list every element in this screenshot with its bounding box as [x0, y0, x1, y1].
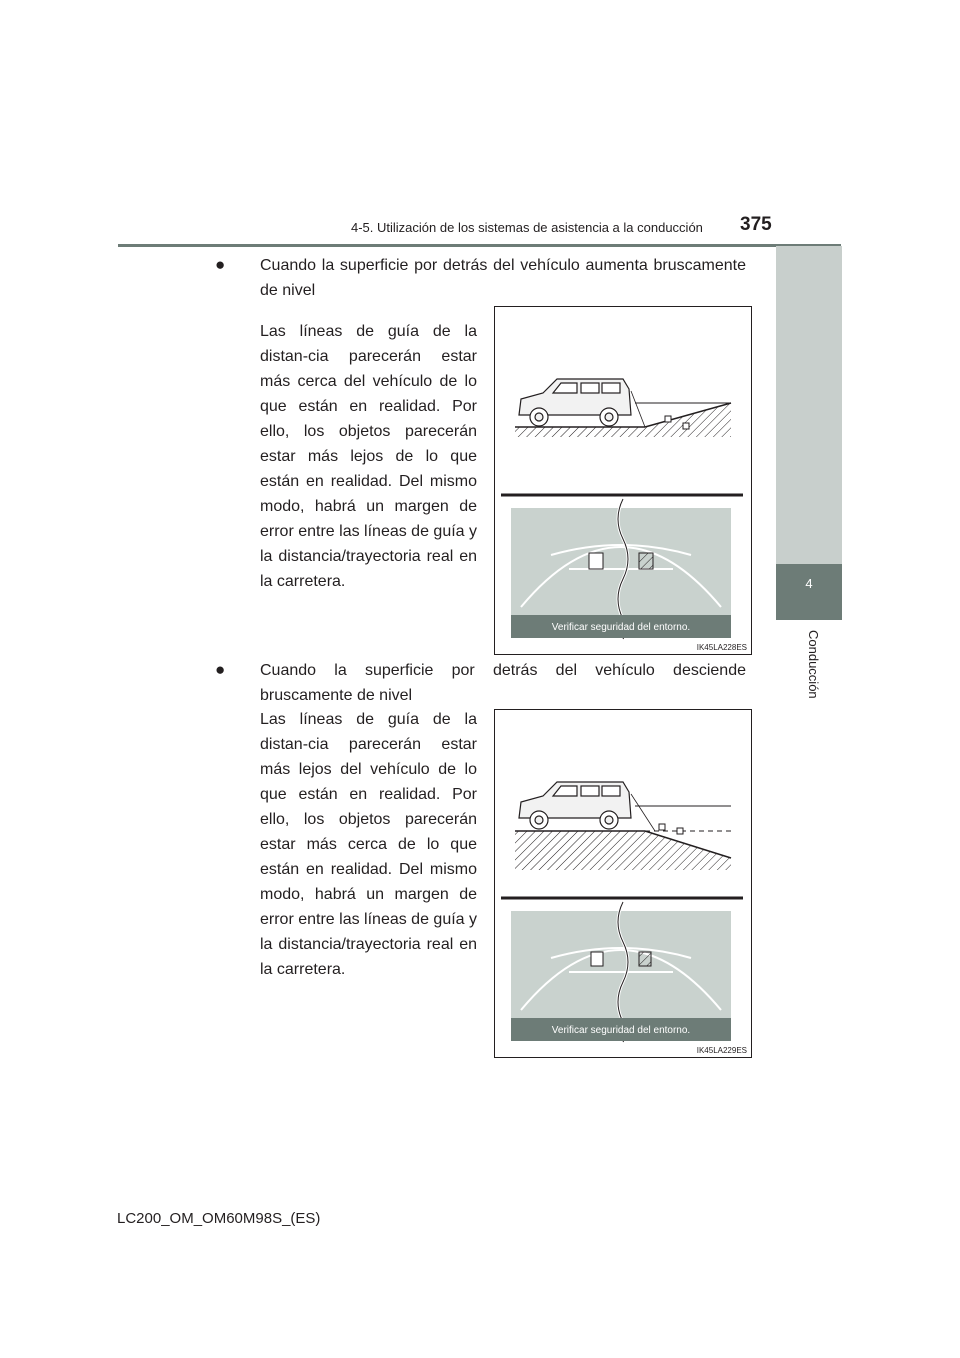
object-marker	[659, 824, 665, 830]
header-divider	[118, 244, 841, 247]
screen-message: Verificar seguridad del entorno.	[551, 622, 691, 633]
slope-hatch	[645, 403, 731, 437]
object-marker	[677, 828, 683, 834]
bullet-icon: ●	[215, 660, 226, 679]
slope-hatch	[515, 831, 731, 870]
document-code: LC200_OM_OM60M98S_(ES)	[117, 1210, 321, 1227]
figure-code: IK45LA228ES	[696, 643, 747, 652]
item-heading: Cuando la superficie por detrás del vehículo desciende bruscamente de nivel	[260, 662, 746, 704]
object-marker	[683, 423, 689, 429]
side-tab-upper	[776, 246, 842, 564]
descending-surface-illustration	[495, 710, 751, 1057]
section-title: 4-5. Utilización de los sistemas de asistencia a la conducción	[351, 220, 703, 235]
chapter-label: Conducción	[806, 630, 821, 699]
rising-surface-illustration	[495, 307, 751, 654]
object-box	[591, 952, 603, 966]
object-marker	[665, 416, 671, 422]
side-tab-chapter-block	[776, 564, 842, 620]
object-box	[639, 553, 653, 569]
item-body: Las líneas de guía de la distan-cia parecerán estar más cerca del vehículo de lo que están en realidad. Por ello, los objetos parecerán estar más lejos de lo que están en realidad. Del mismo modo, habrá un margen de error entre las líneas de guía y la distancia/trayectoria real en la carretera.	[260, 323, 478, 590]
object-box	[589, 553, 603, 569]
figure-rising-surface	[494, 306, 752, 655]
page-number: 375	[740, 214, 772, 235]
bullet-icon: ●	[215, 255, 226, 274]
chapter-number: 4	[805, 576, 813, 591]
ground-hatch	[515, 427, 645, 437]
suv-icon	[519, 379, 631, 426]
item-body: Las líneas de guía de la distan-cia parecerán estar más lejos del vehículo de lo que están en realidad. Por ello, los objetos parecerán estar más cerca de lo que están en realidad. Del mismo modo, habrá un margen de error entre las líneas de guía y la distancia/trayectoria real en la carretera.	[260, 711, 478, 978]
figure-descending-surface	[494, 709, 752, 1058]
figure-code: IK45LA229ES	[696, 1046, 747, 1055]
object-box	[639, 952, 651, 966]
screen-message: Verificar seguridad del entorno.	[551, 1025, 691, 1036]
suv-icon	[519, 782, 631, 829]
item-heading: Cuando la superficie por detrás del vehículo aumenta bruscamente de nivel	[260, 257, 746, 299]
